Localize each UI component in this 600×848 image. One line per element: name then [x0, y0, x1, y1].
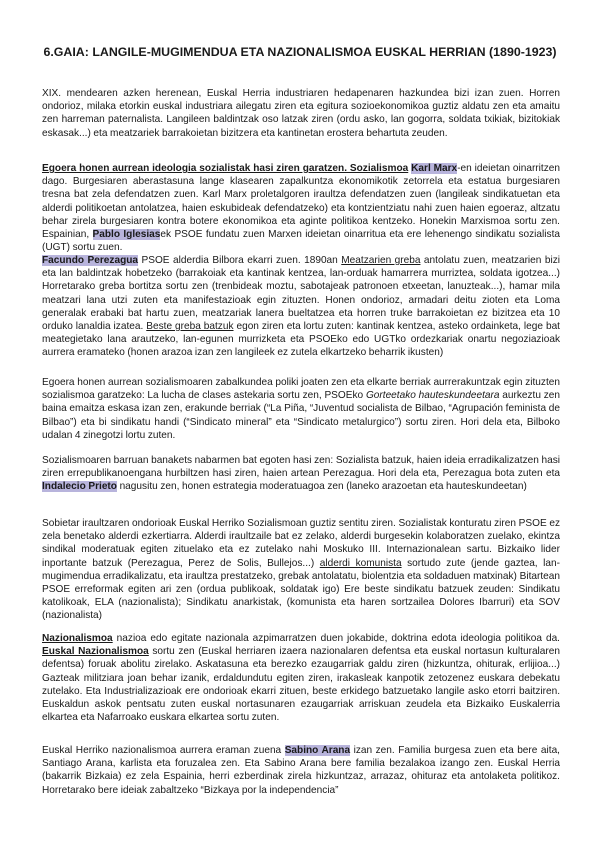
split-text-1: Sozialismoaren barruan banakets nabarmen bat egoten hasi zen: Sozialista batzuk, haien ideia erradikalizatzen hasi ziren errepublikanoengana hurbiltzen hasi ziren, haien artean Perezagua. Hori dela eta, Perezagua bota zuten eta	[42, 455, 560, 480]
socialism-text-2: ek PSOE fundatu zuen Marxen ideietan oinarritua eta ere lehenengo sindikatu sozialista (UGT) sortu zuen.	[42, 229, 560, 254]
paragraph-sabino-arana	[42, 744, 560, 797]
arana-text-2: izan zen. Familia burgesa zuen eta bere aita, Santiago Arana, karlista eta foruzalea zen. Eta Sabino Arana bere familia bezalakoa izango zen. Euskal Herria (bakarrik Bizkaia) ez zela Espainia, herri ezberdinak zirela hizkuntzaz, arrazaz, ohituraz eta antolaketa politikoz. Horretarako bere ideiak zabaltzeko “Bizkaya por la independencia”	[42, 745, 560, 796]
paragraph-expansion	[42, 376, 560, 442]
paragraph-nationalism	[42, 632, 560, 724]
perezagua-text-2: antolatu zuen, meatzarien bizi eta lan baldintzak hobetzeko (barrakoiak eta kantinak kentzea, lan-orduak hamarrera murriztea, soldata igotzea...) Horretarako greba bortitza sortu zen (trenbideak moztu, sabotajeak patronoen etxeetan, lanuzteak...), hamar mila meatzari lana utzi zuten eta manifestazioak egin zituzten. Honen ondorioz, armadari deitu zioten eta Loma generalak erabaki bat hartu zuen, meatzariak lanera bueltatzea eta horren truke barrakoietan ez bizitzea eta 10 orduko lanaldia izatea.	[42, 255, 561, 333]
perezagua-text-1: PSOE alderdia Bilbora ekarri zuen. 1890an	[138, 255, 342, 266]
indalecio-prieto-highlight: Indalecio Prieto	[42, 481, 117, 493]
alderdi-komunista-link: alderdi komunista	[319, 557, 402, 569]
soviet-text-1: Sobietar iraultzaren ondorioak Euskal Herriko Sozialismoan guztiz sentitu ziren. Sozialistak konturatu ziren PSOE ez zela benetako alderdi ezkertiarra. Alderdi iraultzaile bat ez zelako, alderdi burgesekin kolaboratzen zuelako, ekintza sindikal moderatuak egiten zituelako eta ez zutelako nahi Moskuko III. Internazionalean sartu. Bizkaiko lider inportante batzuk (Perezagua, Perez de Solis, Bullejos...)	[42, 518, 560, 569]
facundo-perezagua-highlight: Facundo Perezagua	[42, 255, 139, 266]
nationalism-text-2: sortu zen (Euskal herriaren izaera nazionalaren defentsa eta euskal nortasun kulturalaren defentsa) foruak abolitu zirelako. Askatasuna eta berezko ezaugarriak galdu ziren (hizkuntza, ohiturak, erlijioa...) Gazteak militziara joan behar izanik, erdaldundutu egiten ziren, irakasleak kanpotik zetozenez euskara debekatu zutelako. Eta Industrializazioak ere ondorioak ekarri zituen, beste erkidego batzuetako langile asko etorri baitziren. Euskaldun askok pentsatu zuten euskal nortasunaren ezaugarriak arriskuan zeudela eta Bizkaiko Euskalerria elkartea eta Nafarroako euskara elkartea sortu zuten.	[42, 646, 561, 724]
page-title: 6.GAIA: LANGILE-MUGIMENDUA ETA NAZIONALISMOA EUSKAL HERRIAN (1890-1923)	[43, 45, 557, 59]
expansion-text-1: Egoera honen aurrean sozialismoaren zabalkundea poliki joaten zen eta elkarte berriak aurrerakuntzak egin zituzten sozialismoa garatzeko: La lucha de clases astekaria sortu zen, PSOEko	[42, 377, 560, 402]
expansion-text-2: aurkeztu zen baina emaitza eskasa izan zen, erakunde berriak (“La Piña, “Juventud socialista de Bilbao, “Agrupación feminista de Bilbao”) eta bi sindikatu handi (“Sindicato mineral” eta “Sindicato metalurgico”) sortu ziren. Hori dela eta, Bilboko udalan 4 zinegotzi lortu zuten.	[42, 390, 560, 441]
sabino-arana-highlight: Sabino Arana	[284, 745, 351, 756]
meatzarien-greba-link: Meatzarien greba	[341, 255, 421, 266]
paragraph-split	[42, 454, 560, 494]
split-text-2: nagusitu zen, honen estrategia moderatuagoa zen (laneko arazoetan eta hauteskundeetan)	[116, 481, 527, 493]
karl-marx-highlight: Karl Marx	[411, 163, 458, 174]
paragraph-intro: XIX. mendearen azken herenean, Euskal Herria industriaren hedapenaren hazkundea bizi izan zuen. Horren ondorioz, milaka etorkin euskal industriara ailegatu ziren eta egitura sozioekonomikoa guztiz aldatu zen eta amaitu zen harreman paternalista. Langileen baldintzak oso latzak ziren (ordu asko, lan gogorra, soldata txikiak, bizitokiak eskasak...) eta meatzariek barrakoietan bizitzera eta kantinetan erostera behartuta zeuden.	[42, 88, 560, 139]
arana-text-1: Euskal Herriko nazionalismoa aurrera eraman zuena	[42, 745, 285, 756]
pablo-iglesias-highlight: Pablo Iglesias	[92, 229, 161, 241]
soviet-text-2: sortudo zute (jende gaztea, lan-mugimendua erradikalizatu, eta iraultza prestatzeko, grebak antolatatu, biolentzia eta soldaduen matxinak) Bitartean PSOE erreformak egiten ari zen (ordua publikoak, soldatak igo) Ere beste sindikatu batzuek zeuden: Sindikatu katolikoak, ELA (nazionalista); Sindikatu anarkistak, (komunista eta haren sortzailea Dolores Ibarruri) eta SOV (nazionalista)	[42, 557, 560, 622]
paragraph-socialism	[42, 162, 560, 254]
paragraph-perezagua	[42, 254, 560, 360]
socialism-text-1: -en ideietan oinarritzen dago. Burgesiaren aberastasuna lange klasearen zapalkuntza ekonomikotik zetorrela eta estatua burgesiaren tresna bat zela defendatzen zuen. Karl Marx proletalgoren iraultza defendatzen zuen (langileak sindikatuetan eta alderdi politikoetan antolatzea, haien eskubideak defendatzeko) eta kontzientziatu nahi zuen haien egoeraz, altzatu behar zirela burgesiaren kontra botere ekonomikoa eta aginte politikoa kentzeko. Honekin Marxismoa sortu zen. Espainian,	[42, 163, 560, 241]
nationalism-text-1: nazioa edo egitate nazionala azpimarratzen duen jokabide, doktrina edota ideologia politikoa da.	[112, 633, 560, 644]
euskal-nazionalismoa-term: Euskal Nazionalismoa	[42, 646, 149, 658]
nazionalismoa-term: Nazionalismoa	[42, 633, 113, 644]
socialism-lead: Egoera honen aurrean ideologia sozialistak hasi ziren garatzen. Sozialismoa	[42, 163, 409, 174]
gorteetako-italic: Gorteetako hauteskundeetara	[365, 390, 500, 402]
perezagua-text-3: egon ziren eta lortu zuten: kantinak kentzea, asteko ordainketa, lege bat meategietako lana arautzeko, lan-egunen murrizketa eta PSOEko edo UGTko ordezkariak onartu negoziazioak aurrera eramateko (honen arazoa izan zen langileek ez zutela elkartzeko beharrik ikusten)	[42, 321, 560, 359]
paragraph-soviet	[42, 517, 560, 623]
beste-greba-link: Beste greba batzuk	[146, 321, 234, 333]
